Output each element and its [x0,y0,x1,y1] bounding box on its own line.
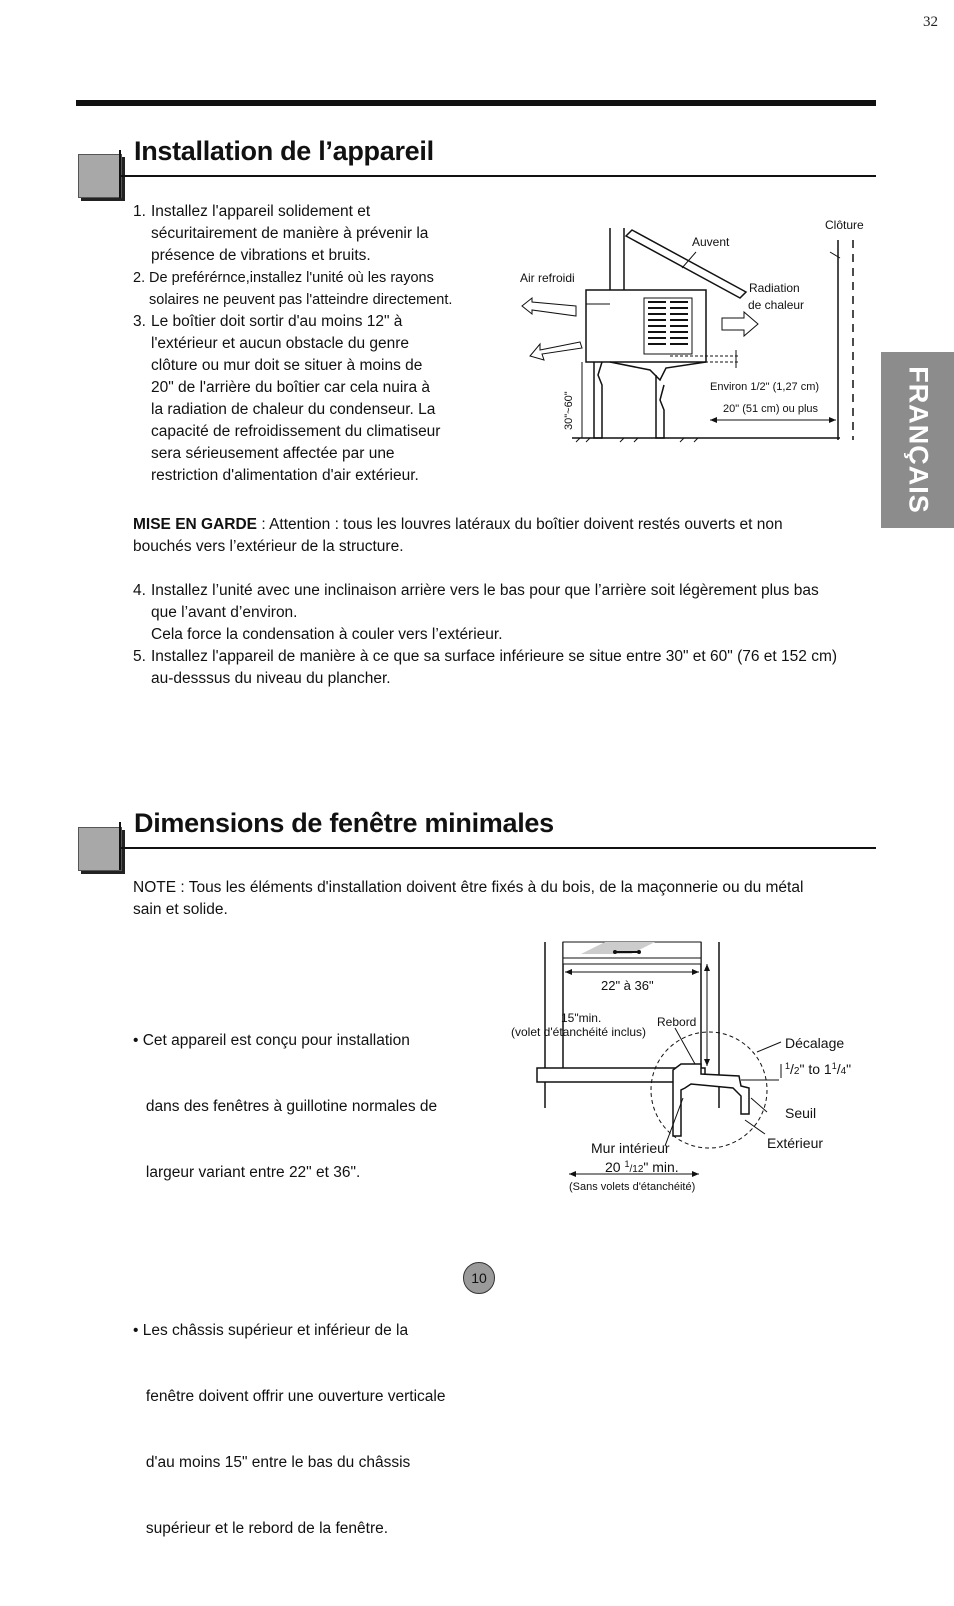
installation-diagram [510,210,870,455]
label-20-min: 20 $^1_{/12}$" min. [605,1159,679,1175]
label-exterieur: Extérieur [767,1135,824,1151]
list-item: 4. Installez l’unité avec une inclinaison arrière vers le bas pour que l’arrière soit légèrement plus bas que l’avant d’environ. Cela force la condensation à couler vers l’extérieur. [133,582,819,643]
top-rule [76,100,876,106]
section-underline [119,847,876,849]
label-air-refroidi: Air refroidi [520,271,575,285]
section-tick [119,822,121,870]
section-marker [78,154,122,198]
list-item: 2. De preférérnce,installez l'unité où les rayons solaires ne peuvent pas l'atteindre directement. [133,270,453,308]
note-paragraph: NOTE : Tous les éléments d'installation doivent être fixés à du bois, de la maçonnerie ou du métal sain et solide. [133,879,804,918]
label-rebord: Rebord [657,1015,697,1029]
language-tab [881,352,954,528]
label-sans-volets: (Sans volets d'étanchéité) [569,1181,696,1193]
label-width: 22" à 36" [601,978,654,993]
label-auvent: Auvent [692,235,730,249]
caution-paragraph: MISE EN GARDE : Attention : tous les louvres latéraux du boîtier doivent restés ouverts et non bouchés vers l’extérieur de la structure. [133,516,783,555]
list-item: • Les châssis supérieur et inférieur de la fenêtre doivent offrir une ouverture verticale d'au moins 15" entre le bas du châssis supérieur et le rebord de la fenêtre. [133,1322,446,1537]
install-steps-list-2 [133,580,893,690]
list-item: 1. Installez l'appareil solidement et sécuritairement de manière à prévenir la présence de vibrations et bruits. [133,203,429,264]
section-underline [119,175,876,177]
label-offset: $^1$/2" to $1^1/4$" [785,1061,852,1077]
section-title-installation: Installation de l’appareil [134,136,434,166]
label-radiation-2: de chaleur [748,298,805,312]
label-volet: (volet d'étanchéité inclus) [511,1025,647,1039]
list-item: 3. Le boîtier doit sortir d'au moins 12" à l'extérieur et aucun obstacle du genre clôture ou mur doit se situer à moins de 20" de l'arrière du boîtier car cela nuira à la radiation de chaleur du condenseur. La capacité de refroidissement du climatiseur sera sérieusement affectée par une restriction d'alimentation d'air extérieur. [133,313,441,484]
list-item: • Cet appareil est conçu pour installation dans des fenêtres à guillotine normales de largeur variant entre 22" et 36". [133,1032,438,1181]
list-item: 5. Installez l'appareil de manière à ce que sa surface inférieure se situe entre 30" et 60" (76 et 152 cm) au-desssus du niveau du plancher. [133,648,838,687]
label-15min: 15"min. [561,1011,602,1025]
label-seuil: Seuil [785,1105,817,1121]
language-tab-label: FRANÇAIS [903,366,933,514]
section-marker [78,827,122,871]
window-bullets [133,942,513,1606]
label-decalage: Décalage [785,1035,845,1051]
page-number: 32 [923,14,938,30]
footer-page-badge: 10 [463,1262,495,1294]
label-height: 30"~60" [563,391,575,430]
label-cloture: Clôture [825,218,864,232]
label-radiation-1: Radiation [749,281,800,295]
section-title-dimensions: Dimensions de fenêtre minimales [134,808,554,838]
label-environ: Environ 1/2" (1,27 cm) [710,381,820,393]
install-steps-list [133,201,503,487]
label-mur-interieur: Mur intérieur [591,1140,670,1156]
window-dimensions-diagram [505,938,875,1198]
label-distance: 20" (51 cm) ou plus [723,403,819,415]
section-tick [119,150,121,198]
caution-label: MISE EN GARDE [133,516,258,533]
